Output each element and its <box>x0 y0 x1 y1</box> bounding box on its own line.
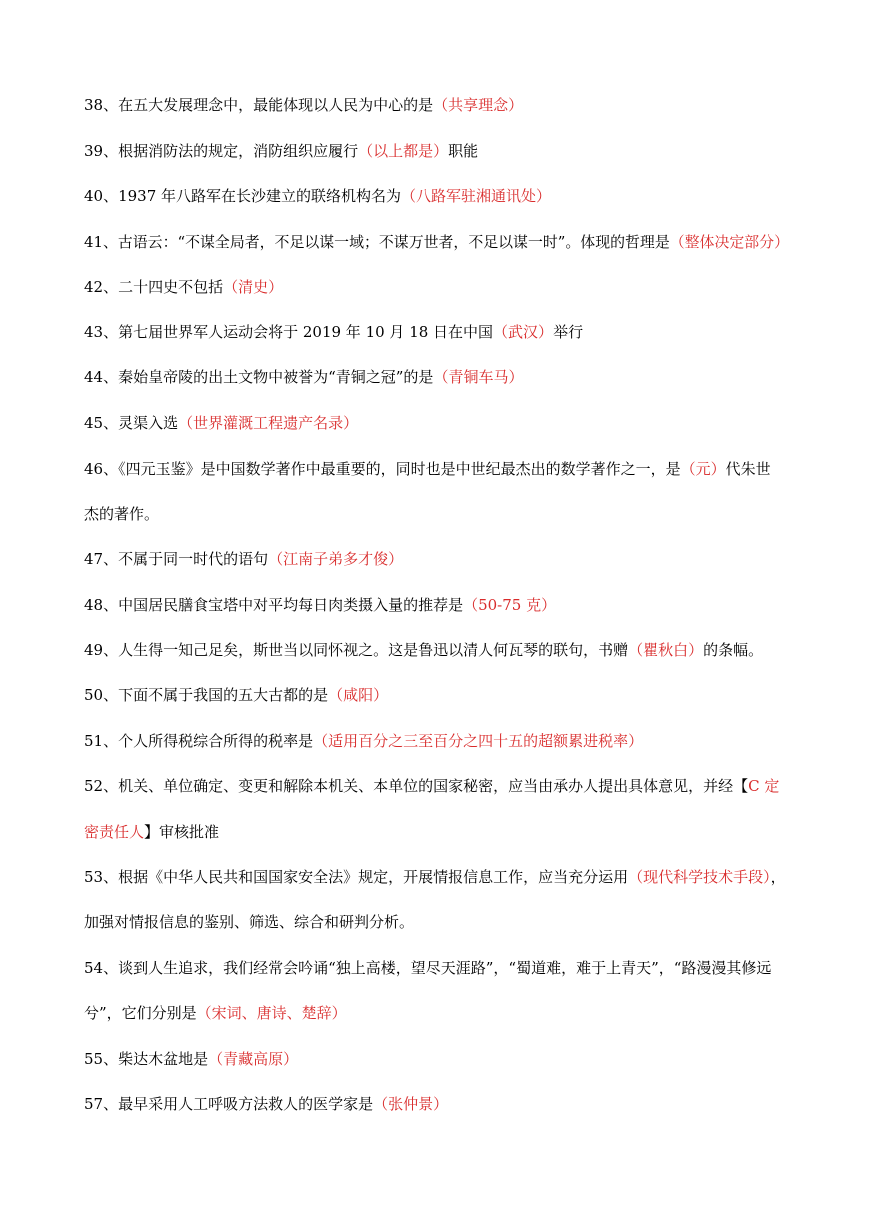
question-tail: 的条幅。 <box>703 641 764 659</box>
question-46-cont <box>84 504 789 524</box>
question-tail: 代朱世 <box>725 460 771 478</box>
question-text: 39、根据消防法的规定，消防组织应履行 <box>84 142 359 160</box>
question-text: 46、《四元玉鉴》是中国数学著作中最重要的，同时也是中世纪最杰出的数学著作之一，是 <box>84 460 681 478</box>
question-text: 40、1937 年八路军在长沙建立的联络机构名为 <box>84 187 402 205</box>
answer-text: （宋词、唐诗、楚辞） <box>196 1004 347 1022</box>
question-text: 50、下面不属于我国的五大古都的是 <box>84 686 329 704</box>
question-55 <box>84 1049 789 1069</box>
answer-text: （咸阳） <box>328 686 389 704</box>
question-52 <box>84 776 789 796</box>
question-57 <box>84 1094 789 1114</box>
question-text: 42、二十四史不包括 <box>84 278 224 296</box>
question-text: 杰的著作。 <box>84 505 160 523</box>
question-tail: 职能 <box>448 142 479 160</box>
question-text: 53、根据《中华人民共和国国家安全法》规定，开展情报信息工作，应当充分运用 <box>84 868 629 886</box>
question-39 <box>84 141 789 161</box>
question-53-cont <box>84 912 789 932</box>
answer-text: （青铜车马） <box>433 368 524 386</box>
question-40 <box>84 186 789 206</box>
question-text: 41、古语云：“不谋全局者，不足以谋一域；不谋万世者，不足以谋一时”。体现的哲理是 <box>84 233 670 251</box>
question-41 <box>84 232 789 252</box>
question-text: 兮”，它们分别是 <box>84 1004 197 1022</box>
answer-text: （八路军驻湘通讯处） <box>401 187 552 205</box>
question-tail: ， <box>770 868 786 886</box>
question-text: 43、第七届世界军人运动会将于 2019 年 10 月 18 日在中国 <box>84 323 494 341</box>
question-text: 49、人生得一知己足矣，斯世当以同怀视之。这是鲁迅以清人何瓦琴的联句，书赠 <box>84 641 629 659</box>
question-text: 44、秦始皇帝陵的出土文物中被誉为“青铜之冠”的是 <box>84 368 434 386</box>
question-text: 51、个人所得税综合所得的税率是 <box>84 732 314 750</box>
question-50 <box>84 685 789 705</box>
question-text: 54、谈到人生追求，我们经常会吟诵“独上高楼，望尽天涯路”，“蜀道难，难于上青天”，“路漫漫其修远 <box>84 959 772 977</box>
question-text: 47、不属于同一时代的语句 <box>84 550 269 568</box>
question-47 <box>84 549 789 569</box>
question-text: 55、柴达木盆地是 <box>84 1050 209 1068</box>
question-44 <box>84 367 789 387</box>
answer-text: （元） <box>680 460 726 478</box>
question-43 <box>84 322 789 342</box>
question-38 <box>84 95 789 115</box>
question-54 <box>84 958 789 978</box>
answer-text: （瞿秋白） <box>628 641 704 659</box>
question-text: 45、灵渠入选 <box>84 414 179 432</box>
question-text: 48、中国居民膳食宝塔中对平均每日肉类摄入量的推荐是 <box>84 596 464 614</box>
question-text: 38、在五大发展理念中，最能体现以人民为中心的是 <box>84 96 434 114</box>
answer-text: （张仲景） <box>373 1095 449 1113</box>
question-text: 57、最早采用人工呼吸方法救人的医学家是 <box>84 1095 374 1113</box>
answer-text: C 定 <box>748 777 780 795</box>
question-49 <box>84 640 789 660</box>
question-54-cont <box>84 1003 789 1023</box>
question-tail: 举行 <box>553 323 584 341</box>
answer-text: （现代科学技术手段） <box>628 868 771 886</box>
answer-text: （江南子弟多才俊） <box>268 550 404 568</box>
answer-text: （清史） <box>223 278 284 296</box>
question-42 <box>84 277 789 297</box>
question-tail: 】审核批准 <box>144 823 220 841</box>
question-text: 加强对情报信息的鉴别、筛选、综合和研判分析。 <box>84 913 415 931</box>
answer-text: （整体决定部分） <box>669 233 789 251</box>
question-48 <box>84 595 789 615</box>
question-45 <box>84 413 789 433</box>
question-51 <box>84 731 789 751</box>
question-52-cont <box>84 822 789 842</box>
answer-text: （50-75 克） <box>463 596 557 614</box>
question-46 <box>84 459 789 479</box>
answer-text: （适用百分之三至百分之四十五的超额累进税率） <box>313 732 644 750</box>
answer-text: （共享理念） <box>433 96 524 114</box>
answer-text: （以上都是） <box>358 142 449 160</box>
answer-text: （武汉） <box>493 323 554 341</box>
answer-text: （青藏高原） <box>208 1050 299 1068</box>
question-53 <box>84 867 789 887</box>
question-text: 52、机关、单位确定、变更和解除本机关、本单位的国家秘密，应当由承办人提出具体意见，并经【 <box>84 777 749 795</box>
answer-text: 密责任人 <box>84 823 145 841</box>
answer-text: （世界灌溉工程遗产名录） <box>178 414 359 432</box>
